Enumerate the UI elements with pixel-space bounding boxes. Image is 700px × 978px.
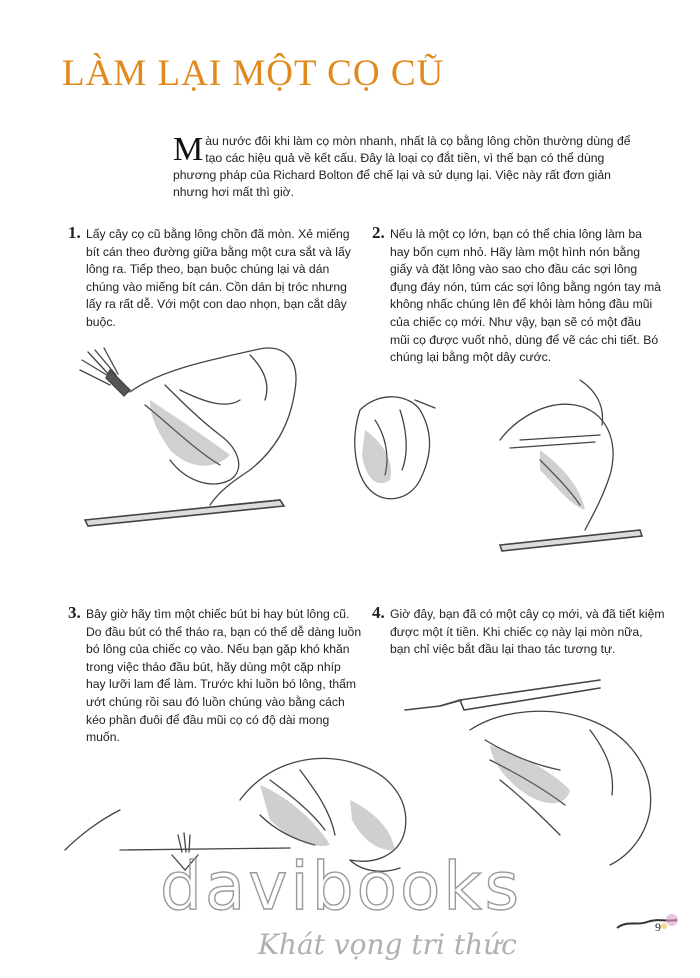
step-2	[372, 223, 662, 367]
intro-paragraph	[173, 133, 643, 201]
watermark-tagline: Khát vọng tri thức	[258, 928, 517, 961]
intro-text: àu nước đôi khi làm cọ mòn nhanh, nhất là cọ bằng lông chồn thường dùng để tạo các hiệu quả về kết cấu. Đây là loại cọ đắt tiền, vì thế bạn có thể dùng phương pháp của Richard Bolton để chế lại và sử dụng lại. Việc này rất đơn giản nhưng hơi mất thì giờ.	[173, 134, 631, 199]
step-text: Bây giờ hãy tìm một chiếc bút bi hay bút lông cũ. Do đầu bút có thể tháo ra, bạn có thể dễ dàng luồn bó lông của chiếc cọ vào. Nếu bạn gặp khó khăn trong việc tháo đầu bút, hãy dùng một cặp nhíp hay lưỡi lam để làm. Trước khi luồn bó lông, thấm ướt chúng rồi sau đó luồn chúng vào bằng cách kéo phần đuôi để đầu mũi cọ có độ dài mong muốn.	[86, 607, 362, 745]
watermark-brand: davibooks	[160, 848, 522, 925]
page-number: 9	[655, 920, 661, 934]
step-3	[68, 603, 362, 747]
drop-cap: M	[173, 131, 204, 168]
step-number: 4.	[372, 603, 385, 622]
illustration-hand-old-brush	[70, 330, 360, 560]
page-title: LÀM LẠI MỘT CỌ CŨ	[62, 53, 445, 94]
step-number: 3.	[68, 603, 81, 622]
illustration-hands-paper-cone	[340, 380, 660, 560]
step-text: Lấy cây cọ cũ bằng lông chồn đã mòn. Xẻ miếng bít cán theo đường giữa bằng một cưa sắt và lấy lông ra. Tiếp theo, bạn buộc chúng lại và dán chúng vào miếng bít cán. Cồn dán bị tróc nhưng lấy ra rất dễ. Với một con dao nhọn, bạn cắt dây buộc.	[86, 227, 351, 329]
paint-splash-icon	[612, 908, 682, 938]
step-number: 1.	[68, 223, 81, 242]
step-text: Giờ đây, bạn đã có một cây cọ mới, và đã tiết kiệm được một ít tiền. Khi chiếc cọ này lại mòn nữa, bạn chỉ việc bắt đầu lại thao tác tương tự.	[390, 607, 665, 657]
step-number: 2.	[372, 223, 385, 242]
step-1	[68, 223, 362, 332]
illustration-hand-new-brush	[400, 670, 680, 870]
step-text: Nếu là một cọ lớn, bạn có thể chia lông làm ba hay bốn cụm nhỏ. Hãy làm một hình nón bằng giấy và đặt lông vào sao cho đầu các sợi lông đụng đáy nón, túm các sợi lông bằng ngón tay mà không nhấc chúng lên để khỏi làm hỏng đầu mũi của chiếc cọ mới. Như vậy, bạn sẽ có một đầu mũi cọ được vuốt nhỏ, dùng để vẽ các chi tiết. Bó chúng lại bằng một dây cước.	[390, 227, 661, 365]
step-4	[372, 603, 666, 659]
